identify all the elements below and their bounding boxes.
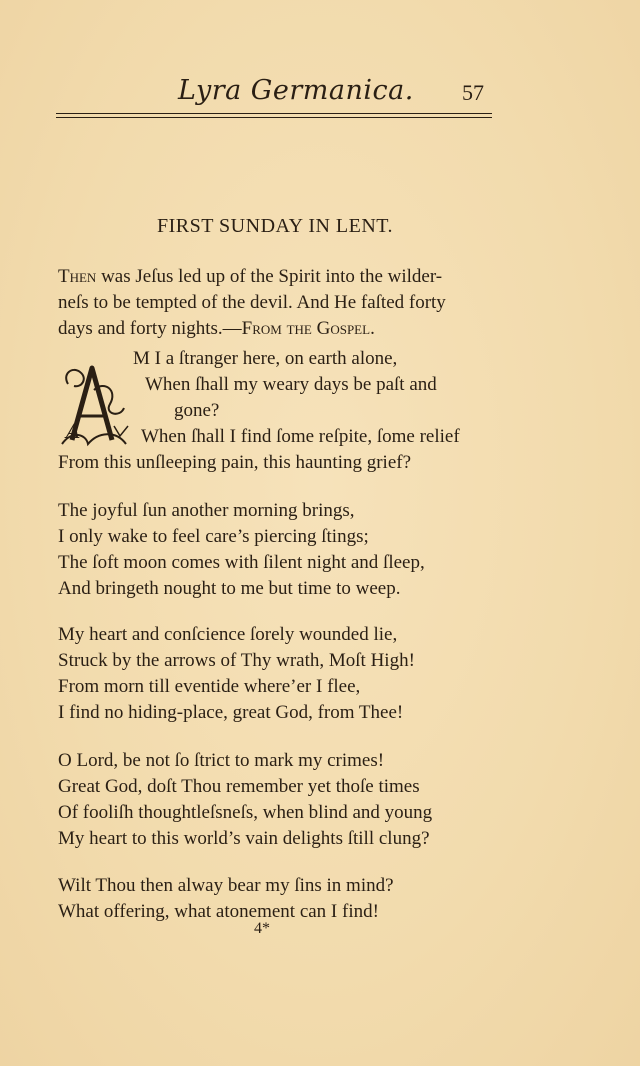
stanza-1-line-4: When ſhall I find ſome reſpite, ſome relief xyxy=(141,426,460,447)
epigraph-lead-word: Then xyxy=(58,266,97,287)
dropcap-letter: A xyxy=(66,419,81,443)
epigraph-line-1: Then was Jeſus led up of the Spirit into the wilder- xyxy=(58,266,443,287)
stanza-5-line-1: Wilt Thou then alway bear my ſins in mind? xyxy=(58,875,394,896)
stanza-3-line-4: I find no hiding-place, great God, from Thee! xyxy=(58,702,404,723)
stanza-2-line-3: The ſoft moon comes with ſilent night and ſleep, xyxy=(58,552,425,573)
epigraph-line-2: neſs to be tempted of the devil. And He faſted forty xyxy=(58,292,446,313)
stanza-1-line-5: From this unſleeping pain, this haunting grief? xyxy=(58,452,412,473)
stanza-4-line-2: Great God, doſt Thou remember yet thoſe times xyxy=(58,776,420,797)
epigraph-source: From the Gospel. xyxy=(241,318,375,339)
page-number: 57 xyxy=(462,80,484,105)
signature-mark: 4* xyxy=(254,920,270,937)
epigraph-line-3: days and forty nights.—From the Gospel. xyxy=(58,318,375,339)
stanza-3-line-3: From morn till eventide where’er I flee, xyxy=(58,676,361,697)
ornamental-dropcap-a xyxy=(58,360,130,448)
stanza-4-line-3: Of fooliſh thoughtleſsneſs, when blind and young xyxy=(58,802,433,823)
header-rule xyxy=(56,113,492,114)
epigraph xyxy=(58,264,498,342)
running-title: Lyra Germanica. xyxy=(178,75,414,106)
stanza-2-line-4: And bringeth nought to me but time to weep. xyxy=(58,578,401,599)
stanza-1-line-2: When ſhall my weary days be paſt and xyxy=(145,374,437,395)
stanza-3-line-2: Struck by the arrows of Thy wrath, Moſt High! xyxy=(58,650,415,671)
stanza-4-line-1: O Lord, be not ſo ſtrict to mark my crimes! xyxy=(58,750,385,771)
stanza-1-line-3: gone? xyxy=(174,400,220,421)
stanza-2-line-2: I only wake to feel care’s piercing ſtings; xyxy=(58,526,369,547)
stanza-4-line-4: My heart to this world’s vain delights ſtill clung? xyxy=(58,828,430,849)
hymn-title: FIRST SUNDAY IN LENT. xyxy=(156,215,394,237)
stanza-5-line-2: What offering, what atonement can I find! xyxy=(58,901,379,922)
stanza-3-line-1: My heart and conſcience ſorely wounded lie, xyxy=(58,624,398,645)
header-rule-thin xyxy=(56,117,492,118)
stanza-2-line-1: The joyful ſun another morning brings, xyxy=(58,500,355,521)
stanza-1-line-1: M I a ſtranger here, on earth alone, xyxy=(133,348,398,369)
